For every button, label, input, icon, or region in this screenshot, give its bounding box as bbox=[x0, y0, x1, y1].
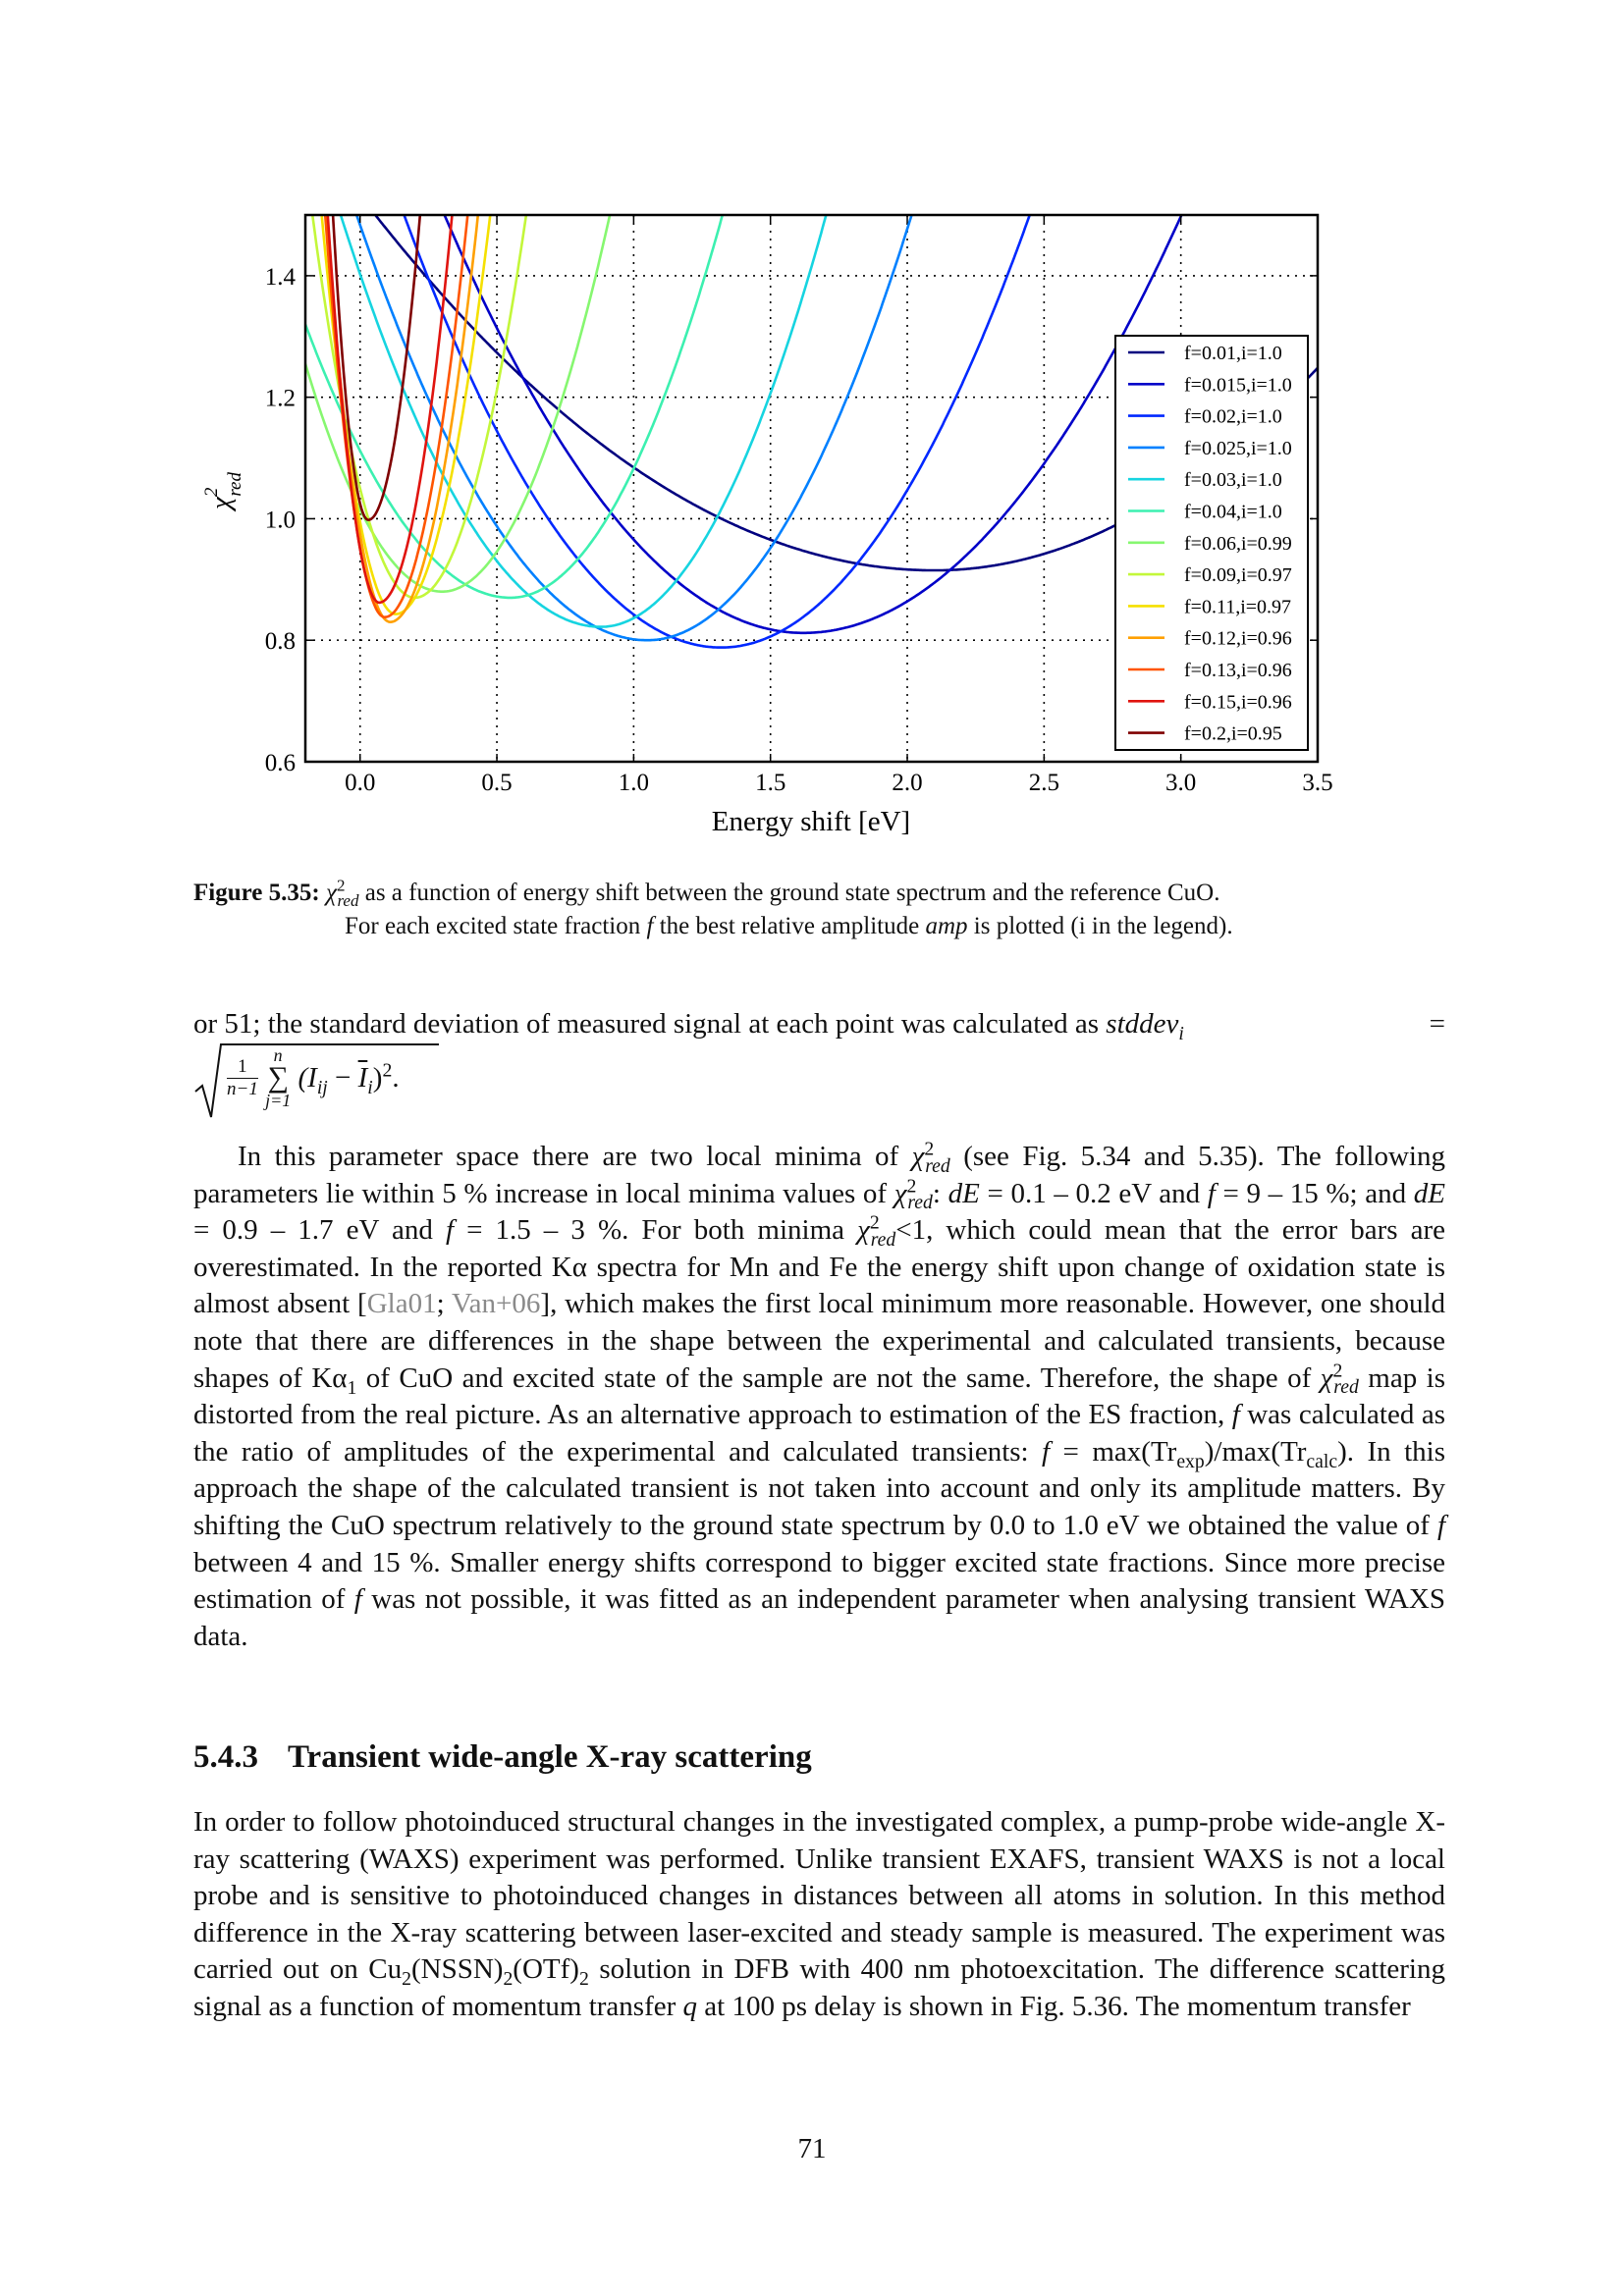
sum-expression bbox=[298, 1058, 400, 1098]
legend-label-1: f=0.015,i=1.0 bbox=[1184, 374, 1292, 397]
p2-chi-sub-1: red bbox=[925, 1154, 950, 1177]
p2-chi-sup-3: 2 bbox=[869, 1211, 880, 1234]
p2-s9: ], which makes the first local minimum more reasonable. However, one should note that there are differences in the shape between the experimental and calculated transients, because shapes of Kα bbox=[193, 1288, 1445, 1394]
legend-label-10: f=0.13,i=0.96 bbox=[1184, 660, 1292, 681]
p3-s3: (OTf) bbox=[513, 1953, 579, 1986]
p2-f-2: f bbox=[445, 1214, 454, 1247]
p2-s13: = max(Tr bbox=[1050, 1435, 1177, 1468]
y-axis-label bbox=[201, 472, 245, 512]
legend-label-7: f=0.09,i=0.97 bbox=[1184, 564, 1292, 587]
expr-end: . bbox=[392, 1061, 400, 1094]
sum-top: n bbox=[273, 1045, 283, 1065]
p2-f-1: f bbox=[1207, 1177, 1216, 1209]
p2-sub-calc: calc bbox=[1306, 1450, 1338, 1472]
x-tick-label: 3.0 bbox=[1165, 770, 1197, 796]
expr-mean: $\overline{I}$ bbox=[357, 1061, 368, 1094]
caption-line2-c: is plotted (i in the legend). bbox=[967, 913, 1233, 939]
p2-s7: = 1.5 – 3 %. For both minima bbox=[454, 1214, 858, 1247]
x-tick-label: 2.5 bbox=[1028, 770, 1059, 796]
para1-text: or 51; the standard deviation of measured signal at each point was calculated as bbox=[193, 1008, 1107, 1040]
x-tick-label: 1.0 bbox=[618, 770, 650, 796]
expr-minus: − bbox=[327, 1061, 358, 1094]
y-tick-label: 1.4 bbox=[264, 263, 296, 291]
p2-chi-sup-4: 2 bbox=[1332, 1359, 1343, 1381]
p2-sep: ; bbox=[436, 1288, 452, 1320]
sum-symbol: ∑ bbox=[267, 1061, 289, 1094]
p2-chi-4: χ bbox=[1320, 1362, 1333, 1394]
y-axis-label-base: χ bbox=[205, 497, 237, 509]
y-tick-label: 0.6 bbox=[264, 750, 296, 776]
legend-label-6: f=0.06,i=0.99 bbox=[1184, 532, 1292, 555]
section-heading bbox=[193, 1739, 812, 1776]
legend-label-11: f=0.15,i=0.96 bbox=[1184, 691, 1292, 714]
p2-alpha-sub: 1 bbox=[347, 1376, 357, 1399]
expr-sup: 2 bbox=[382, 1058, 393, 1081]
legend-label-4: f=0.03,i=1.0 bbox=[1184, 469, 1282, 492]
legend-label-8: f=0.11,i=0.97 bbox=[1184, 596, 1292, 618]
caption-f: f bbox=[646, 913, 654, 939]
p2-chi-2: χ bbox=[893, 1177, 907, 1209]
expr-close: ) bbox=[372, 1061, 383, 1094]
page-number: 71 bbox=[797, 2133, 827, 2164]
y-tick-label: 1.2 bbox=[264, 385, 296, 412]
caption-line2 bbox=[193, 910, 1445, 943]
figure-label: Figure 5.35: bbox=[193, 880, 320, 906]
series-line-2 bbox=[308, 0, 1123, 648]
p2-s2: (see Fig. 5.34 and 5.35). The following parameters lie within 5 % increase in local minima values of bbox=[193, 1141, 1445, 1209]
legend-label-9: f=0.12,i=0.96 bbox=[1184, 627, 1292, 650]
p2-f-6: f bbox=[353, 1583, 362, 1616]
sum-bottom: j=1 bbox=[265, 1091, 292, 1110]
p2-s16: between 4 and 15 %. Smaller energy shifts correspond to bigger excited state fractions. Since more precise estimation of bbox=[193, 1546, 1445, 1616]
p2-dE-1: dE bbox=[947, 1177, 980, 1209]
expr-sub-i: i bbox=[367, 1076, 373, 1098]
p2-s5: = 9 – 15 %; and bbox=[1215, 1177, 1414, 1209]
legend-label-12: f=0.2,i=0.95 bbox=[1184, 722, 1282, 745]
p2-f-3: f bbox=[1231, 1399, 1240, 1431]
citation-van06[interactable]: Van+06 bbox=[451, 1288, 541, 1320]
p2-s4: = 0.1 – 0.2 eV and bbox=[979, 1177, 1208, 1209]
paragraph-waxs bbox=[193, 1804, 1445, 2026]
y-axis-label-sup: 2 bbox=[201, 487, 222, 498]
x-tick-label: 0.5 bbox=[481, 770, 513, 796]
expr-open: (I bbox=[298, 1061, 317, 1094]
x-tick-label: 0.0 bbox=[345, 770, 376, 796]
p2-chi-sup-1: 2 bbox=[924, 1138, 935, 1160]
p2-s6: = 0.9 – 1.7 eV and bbox=[193, 1214, 446, 1247]
caption-amp: amp bbox=[925, 913, 968, 939]
p2-sub-exp: exp bbox=[1176, 1450, 1205, 1472]
p2-s12: was calculated as the ratio of amplitudes of the experimental and calculated transients: bbox=[193, 1399, 1445, 1468]
legend bbox=[1115, 336, 1308, 750]
p2-chi-sup-2: 2 bbox=[906, 1174, 917, 1197]
y-tick-label: 1.0 bbox=[264, 507, 296, 534]
paragraph-minima bbox=[193, 1139, 1445, 1655]
chi-squared-chart bbox=[0, 0, 1624, 854]
series-line-4 bbox=[305, 0, 897, 627]
p3-sub-a: 2 bbox=[402, 1968, 411, 1991]
x-tick-label: 1.5 bbox=[755, 770, 786, 796]
caption-line1-text: as a function of energy shift between the ground state spectrum and the reference CuO. bbox=[358, 880, 1220, 906]
legend-label-2: f=0.02,i=1.0 bbox=[1184, 405, 1282, 428]
p2-s15: ). In this approach the shape of the calculated transient is not taken into account and only its amplitude matters. By shifting the CuO spectrum relatively to the ground state spectrum by 0.0 to 1.0 eV we obtained the value of bbox=[193, 1435, 1446, 1541]
series-line-11 bbox=[311, 0, 477, 603]
p3-s5: at 100 ps delay is shown in Fig. 5.36. The momentum transfer bbox=[697, 1990, 1411, 2022]
fraction bbox=[227, 1056, 258, 1100]
caption-line2-b: the best relative amplitude bbox=[653, 913, 926, 939]
p2-f-4: f bbox=[1042, 1435, 1051, 1468]
stddev-sub: i bbox=[1178, 1022, 1184, 1044]
p2-chi-sub-2: red bbox=[907, 1192, 933, 1214]
x-axis-label: Energy shift [eV] bbox=[711, 806, 911, 837]
x-tick-label: 2.0 bbox=[892, 770, 923, 796]
p2-chi-1: χ bbox=[911, 1141, 925, 1172]
x-tick-label: 3.5 bbox=[1302, 770, 1333, 796]
paragraph-stddev bbox=[193, 1006, 1445, 1043]
y-axis-label-sub: red bbox=[225, 472, 245, 497]
p2-chi-sub-3: red bbox=[870, 1228, 896, 1251]
p2-s11: map is distorted from the real picture. As an alternative approach to estimation of the ES fraction, bbox=[193, 1362, 1446, 1431]
series-line-12 bbox=[319, 0, 441, 520]
y-tick-label: 0.8 bbox=[264, 628, 296, 656]
p2-chi-3: χ bbox=[857, 1214, 870, 1247]
stddev-eq: = bbox=[1429, 1008, 1445, 1040]
summation bbox=[265, 1046, 291, 1109]
p2-s3: : bbox=[932, 1177, 948, 1209]
p2-s8: <1, which could mean that the error bars are overestimated. In the reported Kα spectra for Mn and Fe the energy shift upon change of oxidation state is almost absent [ bbox=[193, 1214, 1445, 1320]
p2-chi-sub-4: red bbox=[1333, 1376, 1359, 1399]
p3-sub-b: 2 bbox=[503, 1968, 514, 1991]
caption-line2-a: For each excited state fraction bbox=[345, 913, 647, 939]
p3-s4: solution in DFB with 400 nm photoexcitation. The difference scattering signal as a function of momentum transfer bbox=[193, 1953, 1445, 2022]
citation-gla01[interactable]: Gla01 bbox=[366, 1288, 437, 1320]
p2-s17: was not possible, it was fitted as an independent parameter when analysing transient WAXS data. bbox=[193, 1583, 1445, 1652]
chi-sup: 2 bbox=[336, 876, 346, 895]
series-line-7 bbox=[305, 0, 564, 598]
figure-caption bbox=[193, 877, 1445, 943]
p2-f-5: f bbox=[1436, 1509, 1445, 1541]
p3-q: q bbox=[682, 1990, 698, 2022]
p3-s1: In order to follow photoinduced structural changes in the investigated complex, a pump-probe wide-angle X-ray scattering (WAXS) experiment was performed. Unlike transient EXAFS, transient WAXS is not a local probe and is sensitive to photoinduced changes in distances between all atoms in solution. In this method difference in the X-ray scattering between laser-excited and steady sample is measured. The experiment was carried out on Cu bbox=[193, 1806, 1445, 1986]
legend-label-3: f=0.025,i=1.0 bbox=[1184, 437, 1292, 459]
p2-s10: of CuO and excited state of the sample are not the same. Therefore, the shape of bbox=[356, 1362, 1321, 1394]
expr-sub-ij: ij bbox=[316, 1076, 328, 1098]
chi-sub: red bbox=[337, 891, 359, 910]
fraction-numerator: 1 bbox=[227, 1056, 258, 1079]
p2-s1: In this parameter space there are two local minima of bbox=[238, 1141, 912, 1172]
legend-label-5: f=0.04,i=1.0 bbox=[1184, 501, 1282, 523]
fraction-denominator: n−1 bbox=[227, 1078, 258, 1099]
p3-sub-c: 2 bbox=[578, 1968, 589, 1991]
p2-dE-2: dE bbox=[1413, 1177, 1445, 1209]
chi-symbol: χ bbox=[325, 880, 337, 906]
p2-s14: )/max(Tr bbox=[1204, 1435, 1307, 1468]
section-title: Transient wide-angle X-ray scattering bbox=[288, 1739, 812, 1775]
section-number: 5.4.3 bbox=[193, 1739, 258, 1775]
stddev-var: stddev bbox=[1106, 1008, 1179, 1040]
p3-s2: (NSSN) bbox=[410, 1953, 504, 1986]
legend-label-0: f=0.01,i=1.0 bbox=[1184, 343, 1282, 364]
